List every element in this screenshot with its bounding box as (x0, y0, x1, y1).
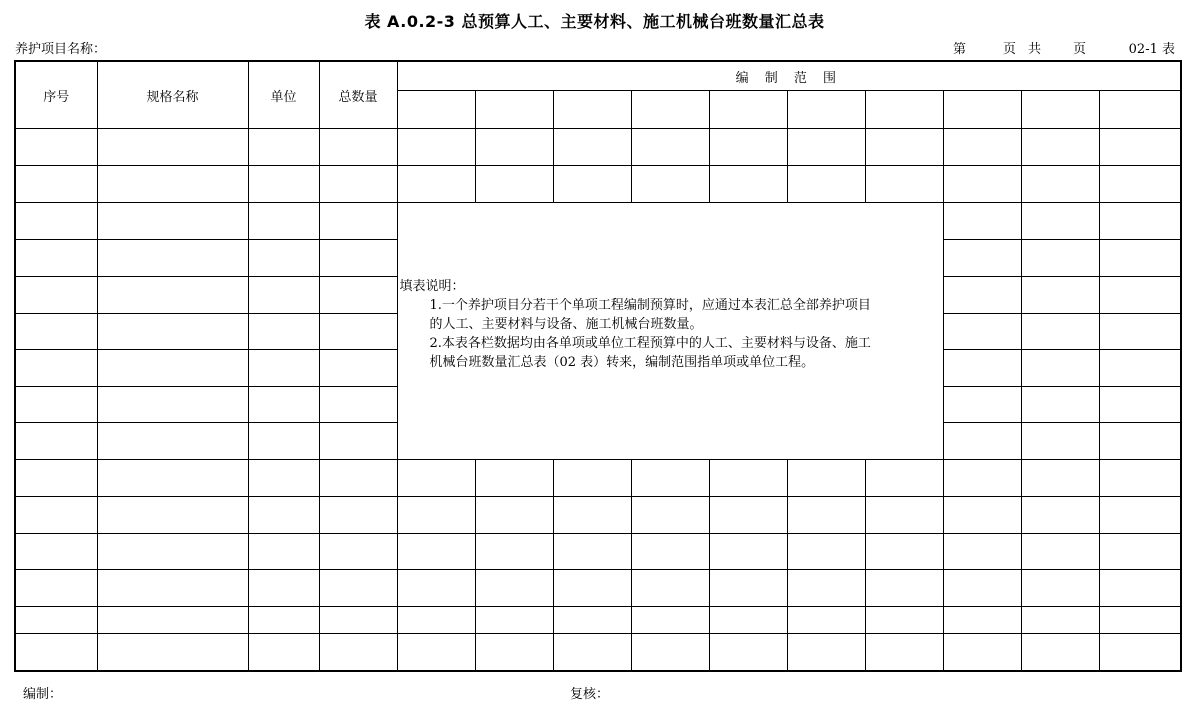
table-cell[interactable] (553, 634, 631, 671)
header-seq: 序号 (15, 61, 97, 129)
table-cell[interactable] (1099, 129, 1181, 166)
table-cell[interactable] (553, 606, 631, 633)
table-cell[interactable] (787, 497, 865, 534)
table-cell[interactable] (553, 460, 631, 497)
table-cell[interactable] (865, 497, 943, 534)
table-cell[interactable] (1021, 314, 1099, 350)
table-cell[interactable] (943, 314, 1021, 350)
range-column-header-cell[interactable] (709, 91, 787, 129)
table-cell[interactable] (787, 634, 865, 671)
summary-table (14, 60, 1182, 672)
table-cell[interactable] (319, 240, 397, 277)
table-cell[interactable] (397, 606, 475, 633)
table-cell[interactable] (248, 534, 319, 570)
table-cell[interactable] (1021, 569, 1099, 606)
table-cell[interactable] (943, 534, 1021, 570)
table-cell[interactable] (248, 606, 319, 633)
table-cell[interactable] (319, 423, 397, 460)
table-cell[interactable] (248, 350, 319, 387)
range-column-header-cell[interactable] (1021, 91, 1099, 129)
table-cell[interactable] (1021, 277, 1099, 314)
instructions-heading: 填表说明： (399, 279, 465, 295)
table-cell[interactable] (475, 569, 553, 606)
table-cell[interactable] (1099, 606, 1181, 633)
table-cell[interactable] (475, 634, 553, 671)
table-cell[interactable] (943, 240, 1021, 277)
table-cell[interactable] (865, 129, 943, 166)
table-cell[interactable] (97, 314, 248, 350)
table-cell[interactable] (319, 634, 397, 671)
table-cell[interactable] (709, 460, 787, 497)
table-cell[interactable] (709, 129, 787, 166)
table-cell[interactable] (15, 634, 97, 671)
table-cell[interactable] (631, 569, 709, 606)
table-cell[interactable] (943, 166, 1021, 203)
table-cell[interactable] (319, 129, 397, 166)
range-column-header-cell[interactable] (475, 91, 553, 129)
summary-table-wrapper (14, 60, 1180, 672)
table-cell[interactable] (1021, 497, 1099, 534)
table-cell[interactable] (1099, 460, 1181, 497)
table-row (15, 534, 1181, 570)
table-cell[interactable] (709, 534, 787, 570)
table-cell[interactable] (1099, 277, 1181, 314)
form-title: 表 A.0.2-3 总预算人工、主要材料、施工机械台班数量汇总表 (364, 12, 825, 31)
table-row (15, 634, 1181, 671)
table-cell[interactable] (15, 497, 97, 534)
page-suffix: 页 (1003, 42, 1017, 57)
table-cell[interactable] (1021, 350, 1099, 387)
table-cell[interactable] (475, 166, 553, 203)
table-row (15, 569, 1181, 606)
table-cell[interactable] (1021, 534, 1099, 570)
table-cell[interactable] (248, 460, 319, 497)
table-cell[interactable] (943, 277, 1021, 314)
table-cell[interactable] (397, 129, 475, 166)
table-cell[interactable] (97, 460, 248, 497)
range-column-header-cell[interactable] (787, 91, 865, 129)
table-cell[interactable] (1099, 634, 1181, 671)
table-cell[interactable] (631, 460, 709, 497)
table-cell[interactable] (319, 277, 397, 314)
table-cell[interactable] (475, 129, 553, 166)
table-cell[interactable] (943, 497, 1021, 534)
table-cell[interactable] (248, 129, 319, 166)
table-cell[interactable] (397, 534, 475, 570)
instruction-1-line-2: 的人工、主要材料与设备、施工机械台班数量。 (429, 317, 703, 333)
table-cell[interactable] (97, 534, 248, 570)
table-cell[interactable] (319, 460, 397, 497)
table-cell[interactable] (97, 166, 248, 203)
table-cell[interactable] (1021, 166, 1099, 203)
table-cell[interactable] (1099, 497, 1181, 534)
table-cell[interactable] (97, 203, 248, 240)
header-unit: 单位 (248, 61, 319, 129)
table-cell[interactable] (943, 606, 1021, 633)
header-spec-name: 规格名称 (97, 61, 248, 129)
table-cell[interactable] (709, 166, 787, 203)
header-total-quantity: 总数量 (319, 61, 397, 129)
table-cell[interactable] (865, 166, 943, 203)
table-cell[interactable] (15, 240, 97, 277)
table-cell[interactable] (97, 569, 248, 606)
table-cell[interactable] (709, 634, 787, 671)
table-cell[interactable] (97, 240, 248, 277)
table-cell[interactable] (1099, 423, 1181, 460)
table-cell[interactable] (631, 606, 709, 633)
table-cell[interactable] (475, 534, 553, 570)
table-cell[interactable] (709, 606, 787, 633)
table-cell[interactable] (1099, 314, 1181, 350)
table-cell[interactable] (15, 203, 97, 240)
table-cell[interactable] (631, 497, 709, 534)
table-cell[interactable] (15, 166, 97, 203)
table-cell[interactable] (97, 423, 248, 460)
table-cell[interactable] (553, 129, 631, 166)
table-cell[interactable] (1021, 606, 1099, 633)
table-cell[interactable] (319, 350, 397, 387)
table-row (15, 129, 1181, 166)
table-cell[interactable] (248, 634, 319, 671)
table-cell[interactable] (248, 423, 319, 460)
table-cell[interactable] (1021, 203, 1099, 240)
table-cell[interactable] (97, 387, 248, 423)
table-cell[interactable] (787, 534, 865, 570)
table-cell[interactable] (15, 569, 97, 606)
table-cell[interactable] (248, 203, 319, 240)
table-cell[interactable] (15, 423, 97, 460)
table-cell[interactable] (1021, 460, 1099, 497)
table-cell[interactable] (248, 240, 319, 277)
table-cell[interactable] (865, 569, 943, 606)
range-column-header-cell[interactable] (865, 91, 943, 129)
table-cell[interactable] (787, 606, 865, 633)
table-cell[interactable] (248, 166, 319, 203)
prepared-by-label: 编制： (23, 687, 63, 702)
table-row (15, 497, 1181, 534)
table-row (15, 460, 1181, 497)
table-cell[interactable] (15, 387, 97, 423)
table-cell[interactable] (15, 277, 97, 314)
range-column-header-cell[interactable] (1099, 91, 1181, 129)
table-cell[interactable] (943, 423, 1021, 460)
table-cell[interactable] (709, 569, 787, 606)
table-cell[interactable] (1099, 534, 1181, 570)
table-cell[interactable] (1099, 240, 1181, 277)
table-cell[interactable] (787, 129, 865, 166)
page-prefix: 第 (953, 42, 967, 57)
table-cell[interactable] (319, 497, 397, 534)
table-cell[interactable] (475, 497, 553, 534)
table-cell[interactable] (553, 497, 631, 534)
table-cell[interactable] (15, 534, 97, 570)
table-cell[interactable] (631, 166, 709, 203)
table-cell[interactable] (1099, 387, 1181, 423)
instruction-1-line-1: 1.一个养护项目分若干个单项工程编制预算时，应通过本表汇总全部养护项目 (429, 298, 871, 314)
table-cell[interactable] (319, 314, 397, 350)
table-cell[interactable] (631, 634, 709, 671)
table-cell[interactable] (97, 350, 248, 387)
table-cell[interactable] (397, 634, 475, 671)
table-row (15, 203, 1181, 240)
table-cell[interactable] (97, 129, 248, 166)
table-cell[interactable] (248, 569, 319, 606)
instruction-2-line-2: 机械台班数量汇总表（02 表）转来，编制范围指单项或单位工程。 (429, 355, 815, 371)
table-cell[interactable] (1021, 129, 1099, 166)
range-column-header-cell[interactable] (631, 91, 709, 129)
table-cell[interactable] (15, 460, 97, 497)
table-cell[interactable] (15, 314, 97, 350)
table-cell[interactable] (1021, 387, 1099, 423)
table-cell[interactable] (631, 534, 709, 570)
table-cell[interactable] (865, 606, 943, 633)
table-cell[interactable] (865, 534, 943, 570)
table-cell[interactable] (15, 606, 97, 633)
table-cell[interactable] (865, 460, 943, 497)
table-cell[interactable] (1021, 423, 1099, 460)
table-cell[interactable] (397, 460, 475, 497)
table-cell[interactable] (553, 569, 631, 606)
fill-instructions (400, 277, 939, 372)
table-cell[interactable] (15, 350, 97, 387)
table-cell[interactable] (319, 166, 397, 203)
table-cell[interactable] (397, 166, 475, 203)
range-column-header-cell[interactable] (943, 91, 1021, 129)
table-cell[interactable] (397, 497, 475, 534)
table-cell[interactable] (475, 606, 553, 633)
table-cell[interactable] (319, 534, 397, 570)
total-suffix: 页 (1073, 42, 1087, 57)
table-cell[interactable] (248, 497, 319, 534)
table-cell[interactable] (631, 129, 709, 166)
table-cell[interactable] (475, 460, 553, 497)
table-cell[interactable] (319, 203, 397, 240)
table-cell[interactable] (709, 497, 787, 534)
range-column-header-cell[interactable] (553, 91, 631, 129)
table-cell[interactable] (943, 203, 1021, 240)
table-cell[interactable] (787, 569, 865, 606)
table-cell[interactable] (943, 387, 1021, 423)
header-compilation-range: 编 制 范 围 (397, 61, 1181, 91)
total-prefix: 共 (1028, 42, 1042, 57)
table-cell[interactable] (943, 460, 1021, 497)
table-cell[interactable] (787, 460, 865, 497)
table-cell[interactable] (97, 634, 248, 671)
table-cell[interactable] (248, 387, 319, 423)
table-cell[interactable] (1099, 350, 1181, 387)
table-row (15, 606, 1181, 633)
table-cell[interactable] (943, 350, 1021, 387)
table-cell[interactable] (787, 166, 865, 203)
project-name-label: 养护项目名称： (15, 42, 107, 57)
table-cell[interactable] (1021, 240, 1099, 277)
form-code: 02-1 表 (1128, 42, 1175, 57)
table-cell[interactable] (248, 277, 319, 314)
table-cell[interactable] (97, 277, 248, 314)
table-cell[interactable] (1021, 634, 1099, 671)
table-cell[interactable] (319, 606, 397, 633)
table-cell[interactable] (319, 387, 397, 423)
table-cell[interactable] (248, 314, 319, 350)
table-cell[interactable] (97, 606, 248, 633)
table-cell[interactable] (397, 569, 475, 606)
table-cell[interactable] (943, 569, 1021, 606)
table-cell[interactable] (319, 569, 397, 606)
table-cell[interactable] (15, 129, 97, 166)
instructions-cell (397, 203, 943, 460)
range-column-header-cell[interactable] (397, 91, 475, 129)
table-cell[interactable] (1099, 166, 1181, 203)
table-cell[interactable] (97, 497, 248, 534)
table-cell[interactable] (1099, 569, 1181, 606)
table-cell[interactable] (553, 534, 631, 570)
table-cell[interactable] (865, 634, 943, 671)
table-cell[interactable] (943, 129, 1021, 166)
table-cell[interactable] (553, 166, 631, 203)
table-row (15, 166, 1181, 203)
instruction-2-line-1: 2.本表各栏数据均由各单项或单位工程预算中的人工、主要材料与设备、施工 (429, 336, 871, 352)
reviewed-by-label: 复核： (570, 687, 610, 702)
table-cell[interactable] (1099, 203, 1181, 240)
page-info (953, 38, 1175, 57)
table-cell[interactable] (943, 634, 1021, 671)
